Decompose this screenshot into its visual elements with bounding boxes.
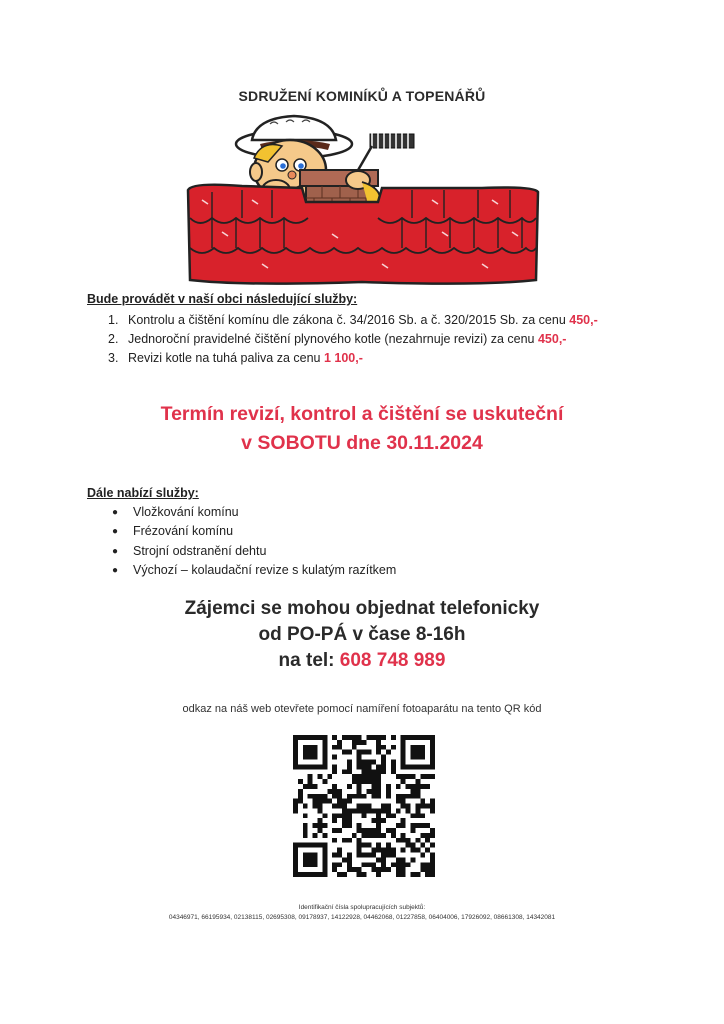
price-label: 450,- [537,332,567,346]
services-list [108,311,668,368]
chimney-sweep-illustration [182,110,544,295]
list-item: 3. Revizi kotle na tuhá paliva za cenu 1 100,- [108,351,363,365]
page-title: SDRUŽENÍ KOMINÍKŮ A TOPENÁŘŮ [238,88,486,104]
termin-notice: Termín revizí, kontrol a čištění se uskuteční v SOBOTU dne 30.11.2024 [160,403,564,454]
list-item: ● Vložkování komínu [112,503,396,522]
price-label: 1 100,- [323,351,363,365]
list-item: ● Výchozí – kolaudační revize s kulatým razítkem [112,561,396,580]
list-item: ● Frézování komínu [112,522,396,541]
list-item: 1. Kontrolu a čištění komínu dle zákona č. 34/2016 Sb. a č. 320/2015 Sb. za cenu 450,- [108,313,598,327]
phone-number[interactable]: 608 748 989 [339,650,446,671]
price-label: 450,- [569,313,598,327]
ids-list: 04346971, 66195934, 02138115, 02695308, 09178937, 14122928, 04462068, 01227858, 06404006, 17926092, 08661308, 14342081 [168,914,556,921]
bullet-icon: ● [112,545,119,557]
bullet-icon: ● [112,507,119,518]
list-item: ● Strojní odstranění dehtu [112,542,396,561]
qr-note: odkaz na náš web otevřete pomocí namíření fotoaparátu na tento QR kód [182,703,542,715]
contact-block: Zájemci se mohou objednat telefonicky od PO-PÁ v čase 8-16h na tel: 608 748 989 [184,598,540,671]
list-item: 2. Jednoroční pravidelné čištění plynového kotle (nezahrnuje revizi) za cenu 450,- [108,332,567,346]
bullet-icon: ● [112,526,119,538]
qr-code-icon[interactable] [293,735,435,877]
extra-services-heading: Dále nabízí služby: [87,486,199,500]
ids-heading: Identifikační čísla spolupracujících subjektů: [298,904,426,911]
extra-services-list [112,503,396,580]
services-heading: Bude provádět v naší obci následující služby: [87,292,358,306]
bullet-icon: ● [112,564,119,576]
